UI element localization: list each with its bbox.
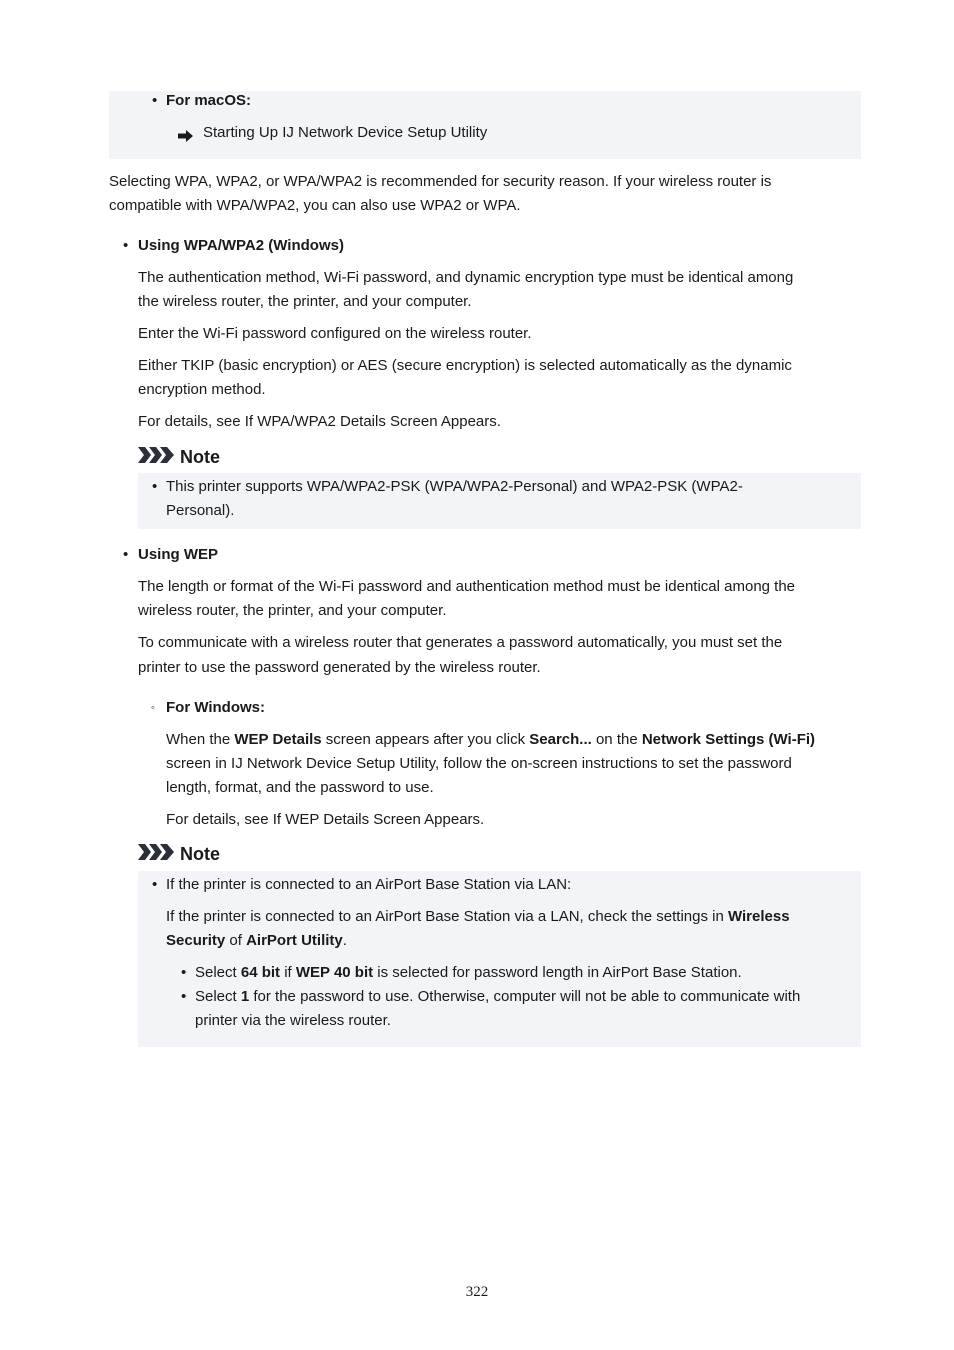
wpa-heading: Using WPA/WPA2 (Windows): [138, 237, 344, 254]
bullet: •: [152, 478, 158, 495]
note-heading: [138, 445, 220, 469]
note-chevrons-icon: [138, 445, 180, 469]
wpa-text: the wireless router, the printer, and your computer.: [138, 293, 472, 310]
bullet: •: [123, 237, 129, 254]
windows-text: screen in IJ Network Device Setup Utility, follow the on-screen instructions to set the password: [166, 755, 792, 772]
hollow-bullet: ◦: [151, 702, 155, 714]
wpa-text: Either TKIP (basic encryption) or AES (secure encryption) is selected automatically as the dynamic: [138, 357, 792, 374]
note-text: Select 1 for the password to use. Otherwise, computer will not be able to communicate with: [195, 988, 801, 1005]
note-text: Security of AirPort Utility.: [166, 932, 347, 949]
bullet: •: [152, 876, 158, 893]
wpa-text: The authentication method, Wi-Fi password, and dynamic encryption type must be identical among: [138, 269, 794, 286]
setup-utility-link[interactable]: Starting Up IJ Network Device Setup Utility: [203, 124, 488, 141]
windows-text: When the WEP Details screen appears after you click Search... on the Network Settings (Wi-Fi): [166, 731, 816, 748]
wep-text: The length or format of the Wi-Fi password and authentication method must be identical among the: [138, 578, 796, 595]
bullet: •: [181, 964, 187, 981]
intro-line-2: compatible with WPA/WPA2, you can also use WPA2 or WPA.: [109, 197, 521, 214]
wep-text: To communicate with a wireless router that generates a password automatically, you must set the: [138, 634, 783, 651]
windows-heading: For Windows:: [166, 699, 266, 716]
windows-text: length, format, and the password to use.: [166, 779, 434, 796]
macos-heading: For macOS:: [166, 92, 252, 109]
wpa-text: encryption method.: [138, 381, 266, 398]
note-text: If the printer is connected to an AirPort Base Station via a LAN, check the settings in Wireless: [166, 908, 790, 925]
note-heading: [138, 842, 220, 866]
bullet: •: [152, 92, 158, 109]
note-text: This printer supports WPA/WPA2-PSK (WPA/WPA2-Personal) and WPA2-PSK (WPA2-: [166, 478, 743, 495]
page-number: 322: [465, 1284, 489, 1300]
note-text: Personal).: [166, 502, 235, 519]
note-label: Note: [180, 447, 220, 467]
wep-heading: Using WEP: [138, 546, 219, 563]
wep-details-link[interactable]: For details, see If WEP Details Screen Appears.: [166, 811, 485, 828]
note-text: Select 64 bit if WEP 40 bit is selected for password length in AirPort Base Station.: [195, 964, 742, 981]
wep-text: printer to use the password generated by the wireless router.: [138, 659, 541, 676]
arrow-right-icon: [178, 126, 194, 150]
note-label: Note: [180, 844, 220, 864]
note-chevrons-icon: [138, 842, 180, 866]
wpa-details-link[interactable]: For details, see If WPA/WPA2 Details Screen Appears.: [138, 413, 501, 430]
wpa-text: Enter the Wi-Fi password configured on the wireless router.: [138, 325, 532, 342]
note-text: printer via the wireless router.: [195, 1012, 391, 1029]
note-text: If the printer is connected to an AirPort Base Station via LAN:: [166, 876, 572, 893]
wep-text: wireless router, the printer, and your computer.: [138, 602, 447, 619]
bullet: •: [123, 546, 129, 563]
bullet: •: [181, 988, 187, 1005]
intro-line-1: Selecting WPA, WPA2, or WPA/WPA2 is recommended for security reason. If your wireless router is: [109, 173, 772, 190]
